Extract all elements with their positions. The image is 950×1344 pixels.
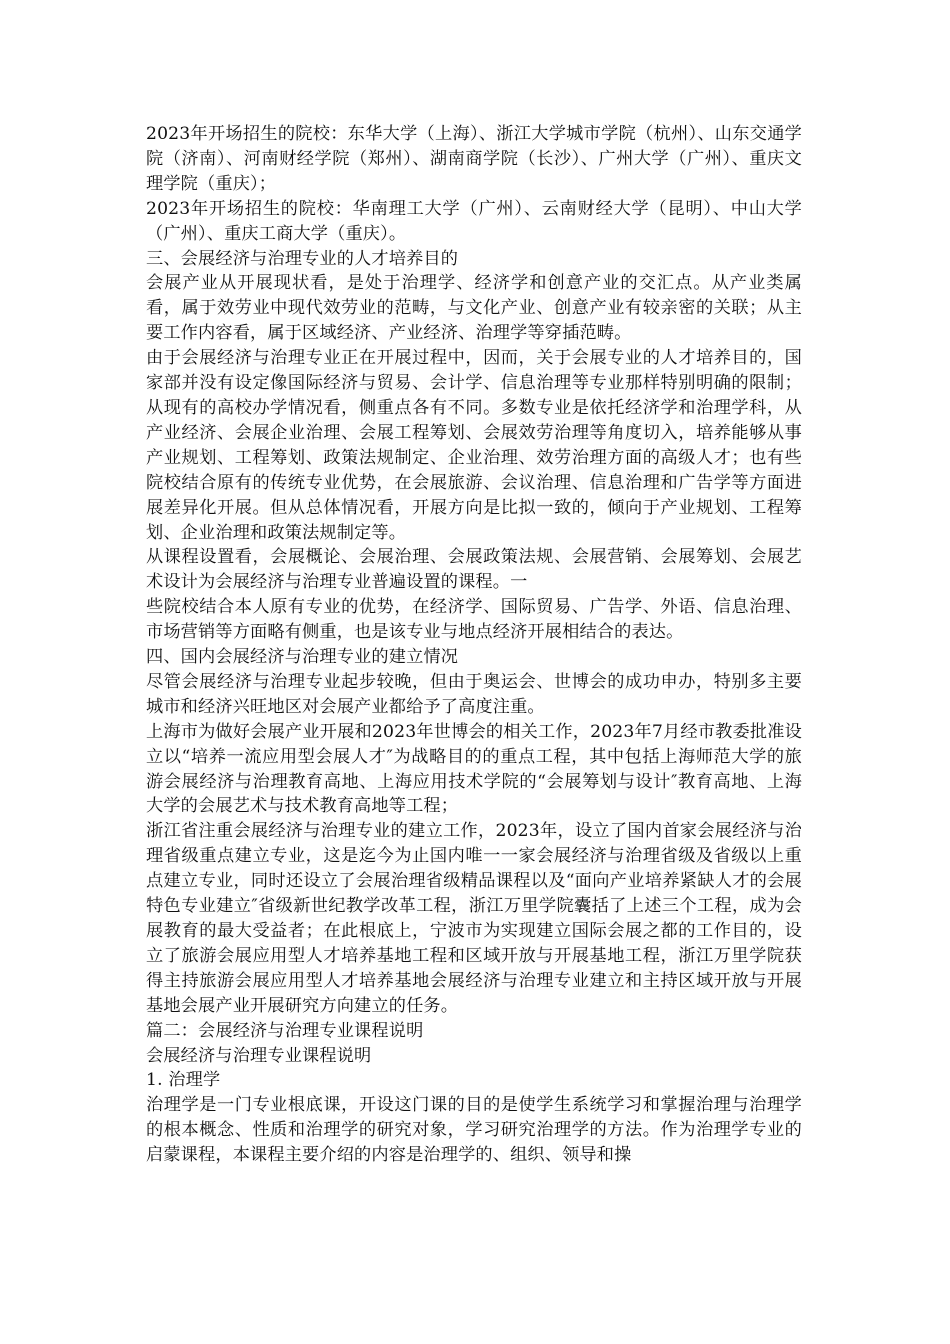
paragraph-training-objectives: 由于会展经济与治理专业正在开展过程中，因而，关于会展专业的人才培养目的，国家部并没有设定像国际经济与贸易、会计学、信息治理等专业那样特别明确的限制；从现有的高校办学情况看，侧重点各有不同。多数专业是依托经济学和治理学科，从产业经济、会展企业治理、会展工程筹划、会展效劳治理等角度切入，培养能够从事产业规划、工程筹划、政策法规制定、企业治理、效劳治理方面的高级人才；也有些院校结合原有的传统专业优势，在会展旅游、会议治理、信息治理和广告学等方面进展差异化开展。但从总体情况看，开展方向是比拟一致的，倾向于产业规划、工程筹划、企业治理和政策法规制定等。 bbox=[146, 348, 802, 543]
paragraph-course-emphasis: 些院校结合本人原有专业的优势，在经济学、国际贸易、广告学、外语、信息治理、市场营销等方面略有侧重，也是该专业与地点经济开展相结合的表达。 bbox=[146, 597, 802, 643]
paragraph-industry-status: 会展产业从开展现状看，是处于治理学、经济学和创意产业的交汇点。从产业类属看，属于效劳业中现代效劳业的范畴，与文化产业、创意产业有较亲密的关联；从主要工作内容看，属于区域经济、产业经济、治理学等穿插范畴。 bbox=[146, 273, 802, 344]
section-heading-talent-goals: 三、会展经济与治理专业的人才培养目的 bbox=[146, 248, 459, 269]
paragraph-industry-attention: 尽管会展经济与治理专业起步较晚，但由于奥运会、世博会的成功申办，特别多主要城市和经济兴旺地区对会展产业都给予了高度注重。 bbox=[146, 671, 802, 717]
paragraph-course-settings: 从课程设置看，会展概论、会展治理、会展政策法规、会展营销、会展筹划、会展艺术设计为会展经济与治理专业普遍设置的课程。一 bbox=[146, 547, 802, 593]
paragraph-shanghai: 上海市为做好会展产业开展和2023年世博会的相关工作，2023年7月经市教委批准设立以“培养一流应用型会展人才″为战略目的的重点工程，其中包括上海师范大学的旅游会展经济与治理教育高地、上海应用技术学院的“会展筹划与设计″教育高地、上海大学的会展艺术与技术教育高地等工程； bbox=[146, 721, 802, 817]
document-page bbox=[146, 122, 802, 1168]
document-subtitle: 会展经济与治理专业课程说明 bbox=[146, 1045, 372, 1066]
paragraph-2023-enrollment-second-batch: 2023年开场招生的院校：华南理工大学（广州）、云南财经大学（昆明）、中山大学（广州）、重庆工商大学（重庆）。 bbox=[146, 198, 802, 244]
section-heading-part-two: 篇二：会展经济与治理专业课程说明 bbox=[146, 1020, 424, 1041]
paragraph-2023-enrollment-first-batch: 2023年开场招生的院校：东华大学（上海）、浙江大学城市学院（杭州）、山东交通学院（济南）、河南财经学院（郑州）、湖南商学院（长沙）、广州大学（广州）、重庆文理学院（重庆）； bbox=[146, 124, 802, 194]
course-heading-management: 1. 治理学 bbox=[146, 1070, 221, 1091]
paragraph-zhejiang: 浙江省注重会展经济与治理专业的建立工作，2023年，设立了国内首家会展经济与治理省级重点建立专业，这是迄今为止国内唯一一家会展经济与治理省级及省级以上重点建立专业，同时还设立了会展治理省级精品课程以及“面向产业培养紧缺人才的会展特色专业建立″省级新世纪教学改革工程，浙江万里学院囊括了上述三个工程，成为会展教育的最大受益者；在此根底上，宁波市为实现建立国际会展之都的工作目的，设立了旅游会展应用型人才培养基地工程和区域开放与开展基地工程，浙江万里学院获得主持旅游会展应用型人才培养基地会展经济与治理专业建立和主持区域开放与开展基地会展产业开展研究方向建立的任务。 bbox=[146, 821, 802, 1016]
section-heading-domestic-construction: 四、国内会展经济与治理专业的建立情况 bbox=[146, 647, 459, 668]
paragraph-management-course: 治理学是一门专业根底课，开设这门课的目的是使学生系统学习和掌握治理与治理学的根本概念、性质和治理学的研究对象，学习研究治理学的方法。作为治理学专业的启蒙课程，本课程主要介绍的内容是治理学的、组织、领导和操 bbox=[146, 1095, 802, 1166]
